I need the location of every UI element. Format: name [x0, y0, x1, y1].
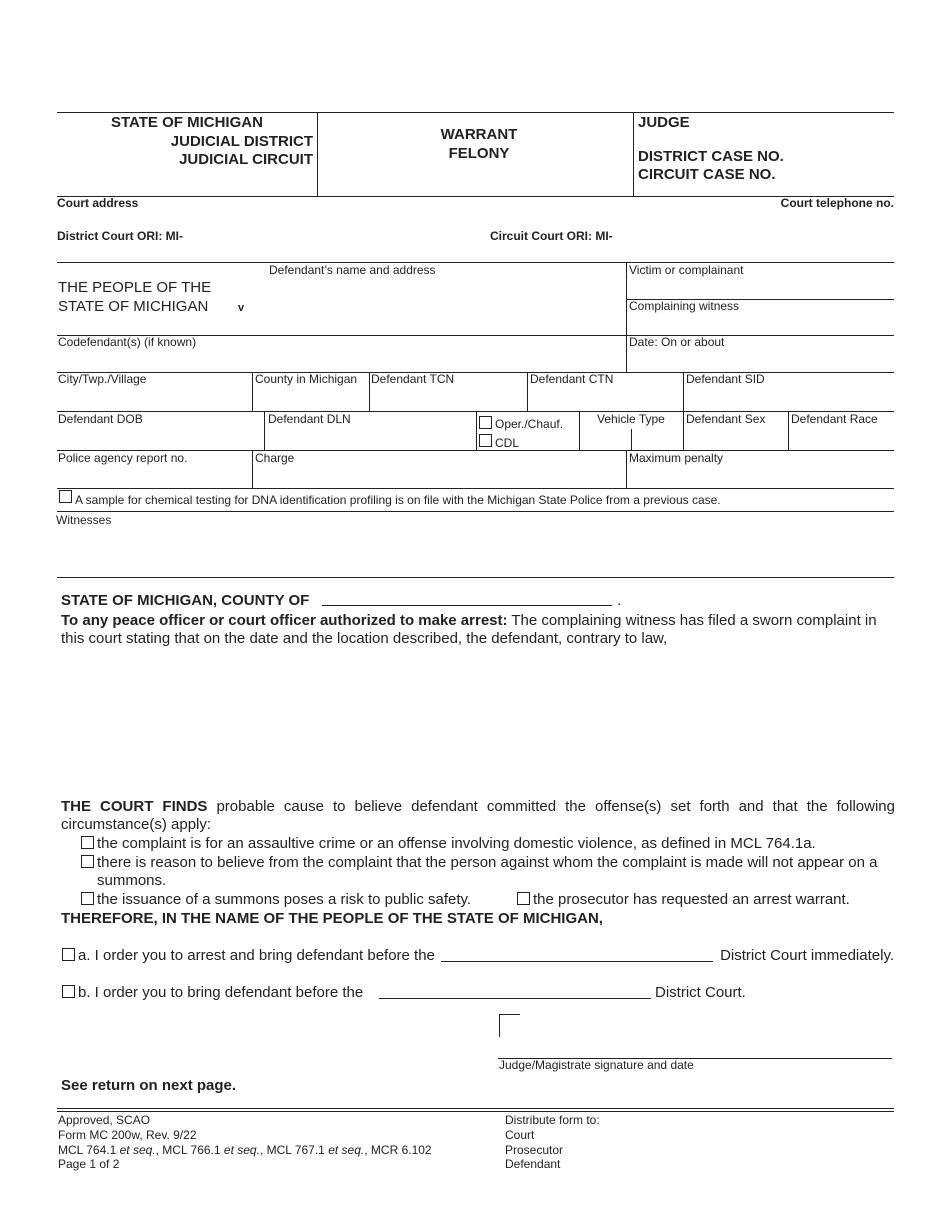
victim-input[interactable] [629, 279, 891, 297]
witnesses-label: Witnesses [56, 513, 112, 527]
city-row-divider-3 [527, 372, 528, 411]
circumstance-3-checkbox[interactable] [81, 892, 94, 905]
court-telephone-label: Court telephone no. [780, 196, 894, 210]
sid-label: Defendant SID [686, 372, 765, 386]
ctn-label: Defendant CTN [530, 372, 614, 386]
circumstance-1-checkbox[interactable] [81, 836, 94, 849]
oper-chauf-label: Oper./Chauf. [495, 417, 564, 431]
court-finds-text: probable cause to believe defendant committed the offense(s) set forth and that the following circumstance(s) apply: [61, 798, 895, 833]
vehicle-type-label: Vehicle Type [597, 412, 665, 426]
order-a-court-fill[interactable] [441, 961, 713, 962]
city-label: City/Twp./Village [58, 372, 147, 386]
date-input[interactable] [629, 351, 891, 369]
officer-address: To any peace officer or court officer authorized to make arrest: [61, 612, 508, 629]
signature-corner-mark [499, 1014, 520, 1037]
city-row-divider-1 [252, 372, 253, 411]
county-label: County in Michigan [255, 372, 358, 386]
police-row-divider-2 [626, 450, 627, 488]
codefendants-label: Codefendant(s) (if known) [58, 335, 197, 349]
circuit-ori-label: Circuit Court ORI: MI- [490, 229, 613, 243]
dob-row-divider-3 [579, 411, 580, 450]
dob-label: Defendant DOB [58, 412, 143, 426]
county-fill-line[interactable] [322, 605, 612, 606]
dna-bottom-rule [57, 511, 894, 512]
footer-page-number: Page 1 of 2 [58, 1157, 120, 1171]
city-row-divider-4 [683, 372, 684, 411]
dob-row-divider-4 [683, 411, 684, 450]
order-b-court-fill[interactable] [379, 998, 651, 999]
district-case-label: DISTRICT CASE NO. [638, 148, 784, 165]
court-address-label: Court address [57, 196, 139, 210]
defendant-name-address-input[interactable] [268, 281, 618, 329]
dna-top-rule [57, 488, 894, 489]
victim-label: Victim or complainant [629, 263, 744, 277]
statute-2: , MCL 766.1 [155, 1143, 221, 1157]
circuit-case-label: CIRCUIT CASE NO. [638, 166, 776, 183]
race-label: Defendant Race [791, 412, 878, 426]
city-row-rule [57, 372, 894, 373]
distribute-court: Court [505, 1128, 535, 1142]
court-finds-paragraph [61, 798, 895, 834]
county-of-label: STATE OF MICHIGAN, COUNTY OF [61, 592, 310, 609]
dob-row-divider-5 [788, 411, 789, 450]
complaining-witness-input[interactable] [629, 315, 891, 333]
codefendants-input[interactable] [58, 351, 622, 369]
et-seq-2: et seq. [223, 1143, 260, 1157]
dna-checkbox[interactable] [59, 490, 72, 503]
court-finds-label: THE COURT FINDS [61, 798, 208, 815]
witnesses-bottom-rule [57, 577, 894, 578]
distribute-defendant: Defendant [505, 1157, 561, 1171]
footer-form-number: Form MC 200w, Rev. 9/22 [58, 1128, 197, 1142]
circumstance-2-text: there is reason to believe from the complaint that the person against whom the complaint is made will not appear on a summons. [97, 854, 878, 889]
police-report-label: Police agency report no. [58, 451, 188, 465]
statute-3: , MCL 767.1 [259, 1143, 325, 1157]
dln-label: Defendant DLN [268, 412, 351, 426]
statute-1: MCL 764.1 [58, 1143, 117, 1157]
witnesses-input[interactable] [58, 530, 892, 572]
city-row-divider-2 [369, 372, 370, 411]
dob-row-divider-1 [264, 411, 265, 450]
sex-label: Defendant Sex [686, 412, 766, 426]
court-district: JUDICIAL DISTRICT [170, 133, 313, 150]
officer-text: The complaining witness has filed a sworn complaint in this court stating that on the date and the location described, the defendant, contrary to law, [61, 612, 877, 647]
tcn-label: Defendant TCN [371, 372, 455, 386]
order-a-suffix: District Court immediately. [720, 947, 894, 964]
parties-divider [626, 262, 627, 372]
therefore-line: THEREFORE, IN THE NAME OF THE PEOPLE OF THE STATE OF MICHIGAN, [61, 910, 603, 927]
distribute-label: Distribute form to: [505, 1113, 600, 1127]
versus: v [238, 302, 245, 314]
officer-paragraph [61, 612, 895, 648]
header-bottom-rule [57, 196, 894, 197]
signature-label: Judge/Magistrate signature and date [499, 1058, 694, 1072]
cdl-label: CDL [495, 436, 520, 450]
court-state: STATE OF MICHIGAN [111, 114, 263, 131]
defendant-name-label: Defendant’s name and address [269, 263, 436, 277]
people-line-2: STATE OF MICHIGAN [58, 298, 209, 315]
see-return-note: See return on next page. [61, 1077, 237, 1094]
complaining-witness-label: Complaining witness [629, 299, 740, 313]
footer-rule-2 [57, 1111, 894, 1112]
distribute-prosecutor: Prosecutor [505, 1143, 564, 1157]
circumstance-4-text: the prosecutor has requested an arrest warrant. [533, 891, 850, 908]
police-row-divider-1 [252, 450, 253, 488]
footer-statutes [58, 1143, 432, 1157]
footer-rule-1 [57, 1108, 894, 1109]
dob-row-divider-2 [476, 411, 477, 450]
vehicle-type-tick [631, 429, 632, 450]
people-line-1: THE PEOPLE OF THE [58, 279, 212, 296]
form-title-warrant: WARRANT [440, 126, 518, 143]
dna-text: A sample for chemical testing for DNA identification profiling is on file with the Michigan State Police from a previous case. [75, 493, 721, 507]
court-circuit: JUDICIAL CIRCUIT [179, 151, 313, 168]
circumstance-2-checkbox[interactable] [81, 855, 94, 868]
maximum-penalty-label: Maximum penalty [629, 451, 724, 465]
circumstance-4-checkbox[interactable] [517, 892, 530, 905]
order-a-checkbox[interactable] [62, 948, 75, 961]
judge-label: JUDGE [638, 114, 690, 131]
statute-4: , MCR 6.102 [364, 1143, 432, 1157]
district-ori-label: District Court ORI: MI- [57, 229, 183, 243]
cdl-checkbox[interactable] [479, 434, 492, 447]
date-label: Date: On or about [629, 335, 725, 349]
form-title-felony: FELONY [448, 145, 510, 162]
charge-label: Charge [255, 451, 295, 465]
footer-approved: Approved, SCAO [58, 1113, 151, 1127]
order-b-checkbox[interactable] [62, 985, 75, 998]
order-b-text: b. I order you to bring defendant before the [78, 984, 364, 1001]
et-seq-3: et seq. [328, 1143, 365, 1157]
circumstance-1-text: the complaint is for an assaultive crime or an offense involving domestic violence, as defined in MCL 764.1a. [97, 835, 816, 852]
circumstance-3-text: the issuance of a summons poses a risk to public safety. [97, 891, 472, 908]
county-period: . [617, 592, 622, 609]
oper-chauf-checkbox[interactable] [479, 416, 492, 429]
et-seq-1: et seq. [119, 1143, 156, 1157]
parties-top-rule [57, 262, 894, 263]
order-a-text: a. I order you to arrest and bring defendant before the [78, 947, 435, 964]
order-b-suffix: District Court. [655, 984, 746, 1001]
